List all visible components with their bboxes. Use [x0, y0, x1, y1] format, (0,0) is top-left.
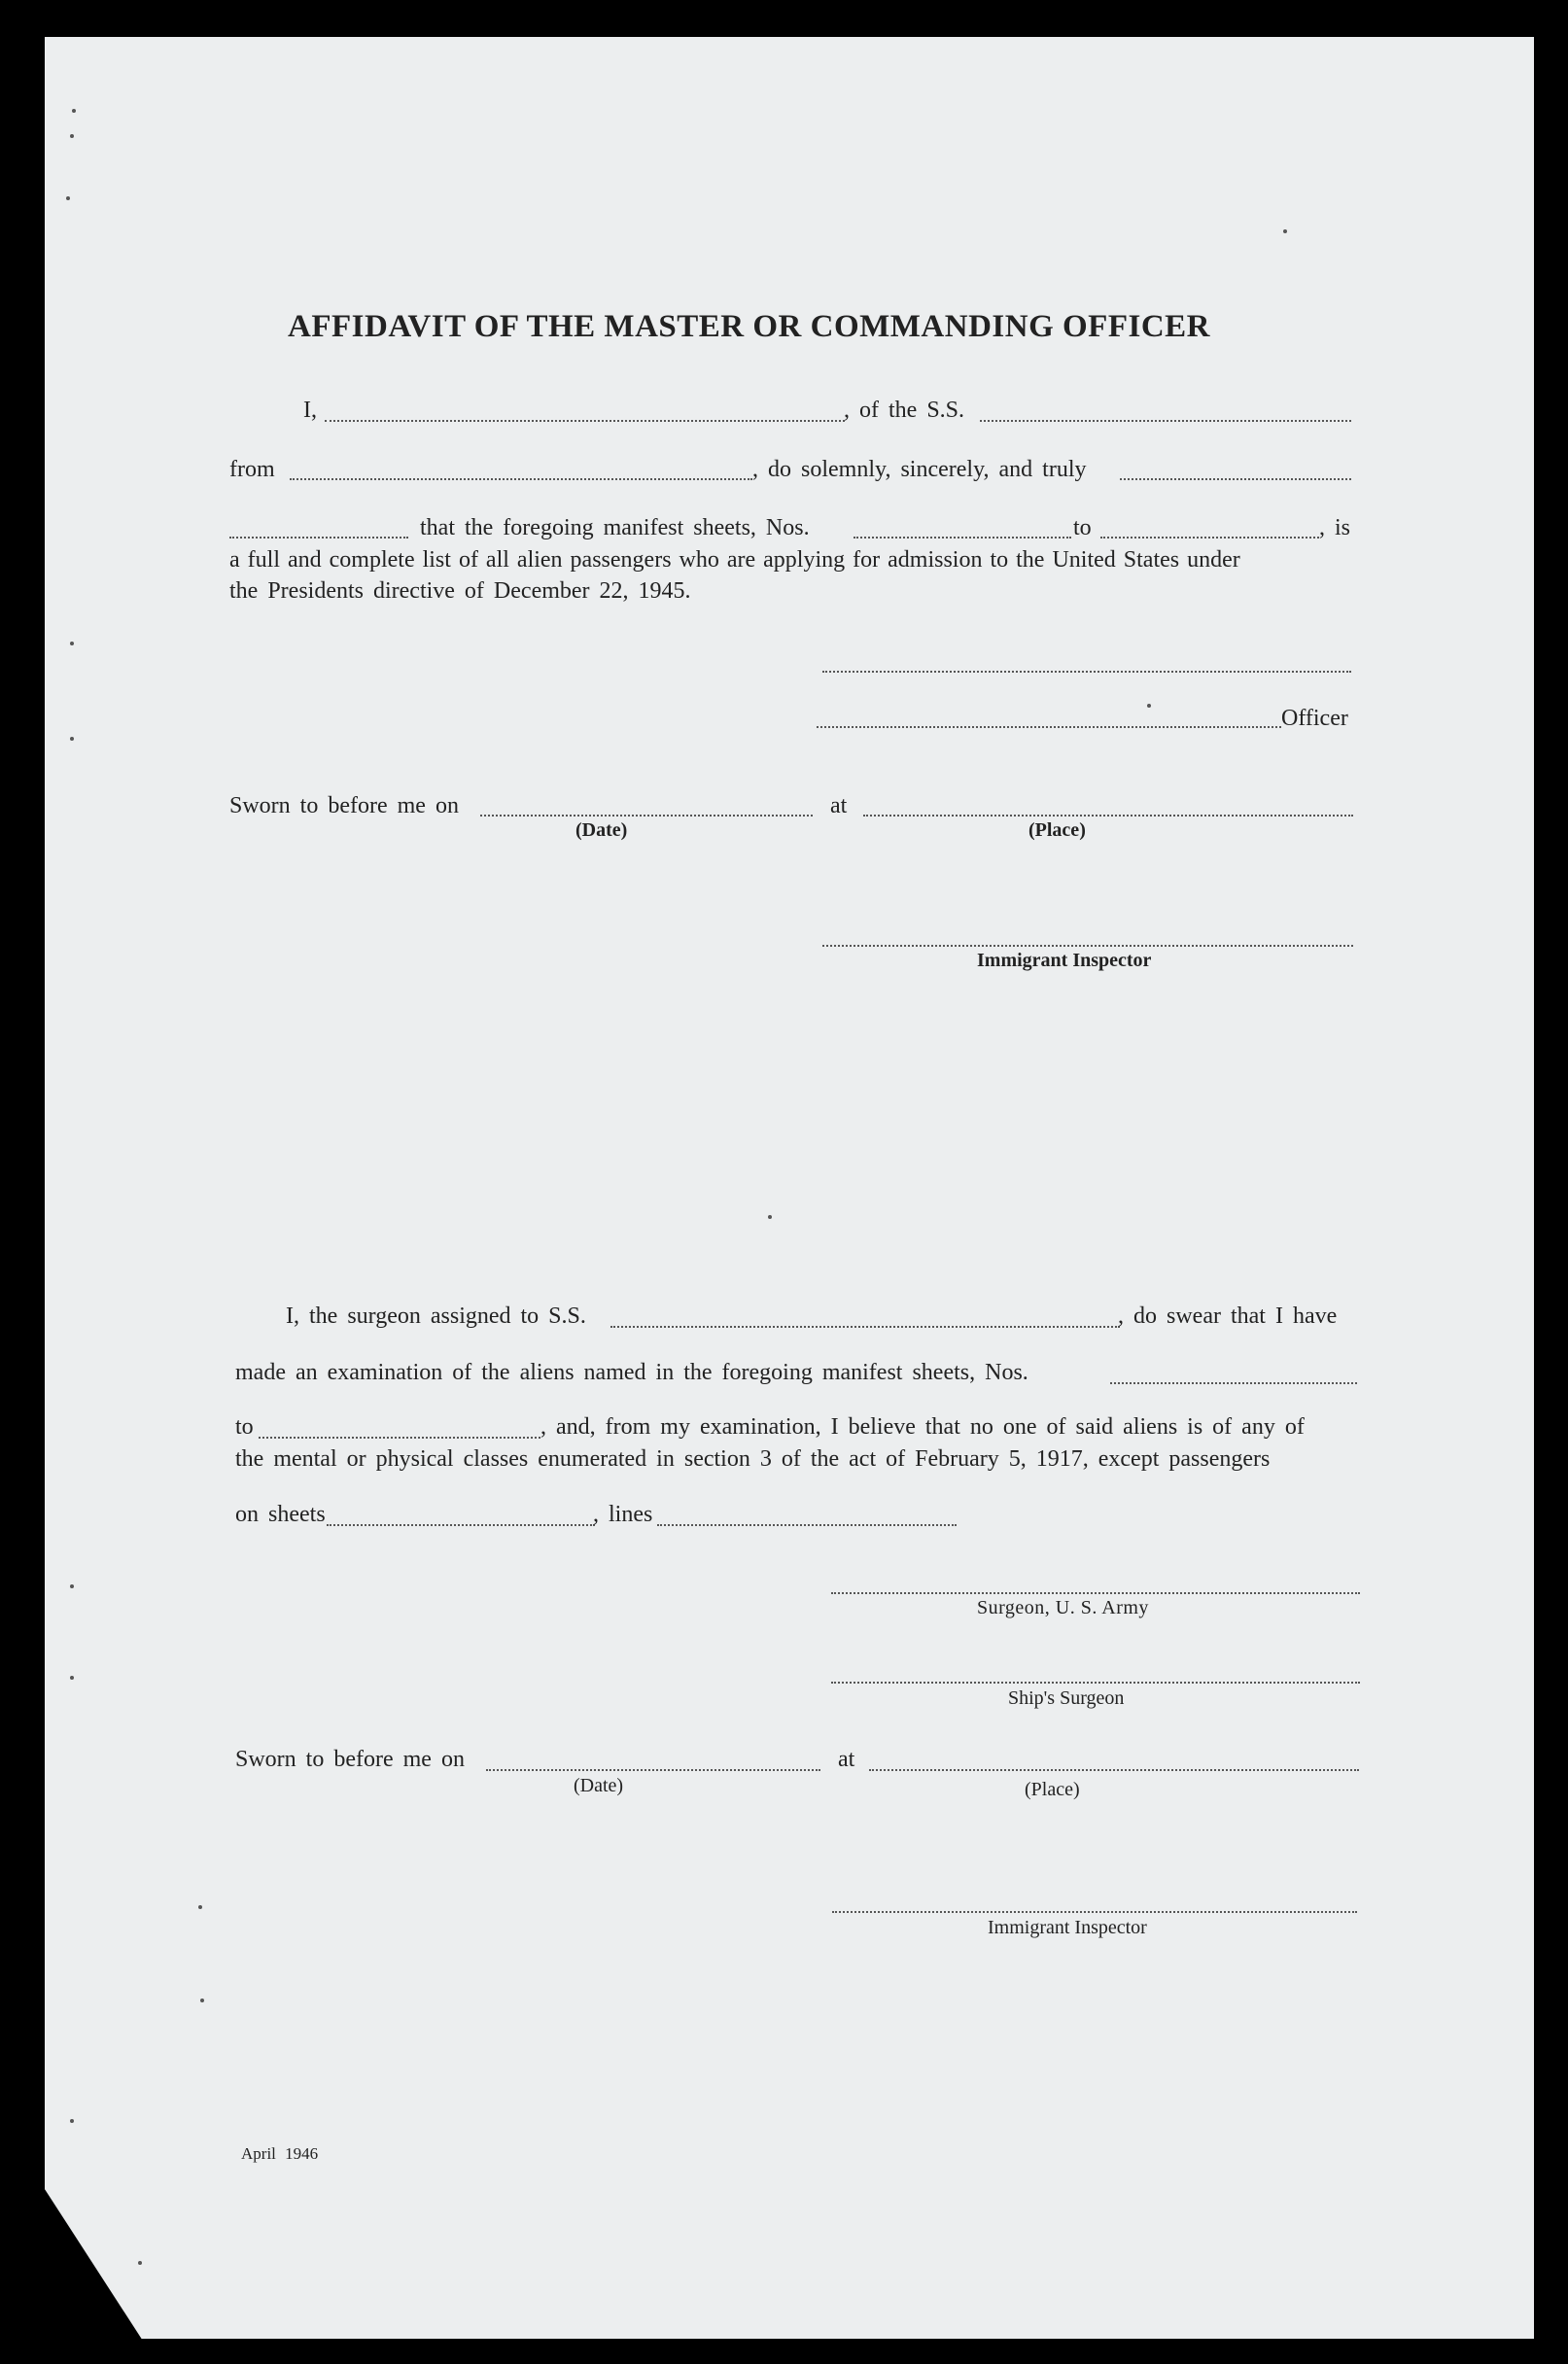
classes-statement: the mental or physical classes enumerated in section 3 of the act of February 5, 1917, except passengers — [235, 1446, 1271, 1472]
surgeon-swear-text: , do swear that I have — [1118, 1304, 1338, 1329]
surgeon-ship-field[interactable] — [610, 1326, 1120, 1328]
scan-speck — [70, 134, 74, 138]
scan-speck — [198, 1905, 202, 1909]
date-caption-1: (Date) — [575, 819, 628, 841]
surgeon-statement-start: I, the surgeon assigned to S.S. — [286, 1304, 586, 1329]
sworn-date-field-2[interactable] — [486, 1769, 820, 1771]
form-date: April 1946 — [241, 2144, 319, 2163]
except-lines-field[interactable] — [657, 1524, 957, 1526]
except-sheets-field[interactable] — [327, 1524, 595, 1526]
ship-name-field[interactable] — [980, 420, 1351, 422]
ship-prefix: , of the S.S. — [844, 398, 965, 423]
date-caption-2: (Date) — [574, 1775, 624, 1796]
from-label: from — [229, 457, 275, 482]
at-label-1: at — [830, 793, 848, 818]
surgeon-sheet-to-field[interactable] — [259, 1437, 540, 1439]
scan-speck — [768, 1215, 772, 1219]
scan-speck — [72, 109, 76, 113]
sworn-label-1: Sworn to before me on — [229, 793, 459, 818]
from-port-field[interactable] — [290, 478, 752, 480]
scan-speck — [70, 642, 74, 645]
surgeon-sheet-from-field[interactable] — [1110, 1382, 1357, 1384]
scan-speck — [1147, 704, 1151, 708]
officer-label: Officer — [1281, 706, 1348, 731]
sworn-place-field-2[interactable] — [869, 1769, 1359, 1771]
oath-word-field[interactable] — [1120, 478, 1351, 480]
sheet-to-field[interactable] — [1100, 537, 1319, 539]
scan-speck — [70, 2119, 74, 2123]
scan-speck — [70, 1676, 74, 1680]
form-title: AFFIDAVIT OF THE MASTER OR COMMANDING OFFICER — [288, 309, 1210, 344]
solemnly-text: , do solemnly, sincerely, and truly — [752, 457, 1087, 482]
scan-speck — [1283, 229, 1287, 233]
examination-statement: made an examination of the aliens named in the foregoing manifest sheets, Nos. — [235, 1360, 1028, 1385]
army-surgeon-signature-line[interactable] — [831, 1592, 1360, 1594]
place-caption-1: (Place) — [1028, 819, 1086, 841]
name-prefix: I, — [303, 398, 317, 423]
inspector-signature-line-2[interactable] — [832, 1911, 1357, 1913]
scan-speck — [70, 1584, 74, 1588]
army-surgeon-caption: Surgeon, U. S. Army — [977, 1597, 1149, 1618]
master-name-field[interactable] — [325, 420, 845, 422]
on-sheets-label: on sheets — [235, 1502, 326, 1527]
scan-speck — [138, 2261, 142, 2265]
to-text: to — [1073, 515, 1092, 540]
at-label-2: at — [838, 1747, 855, 1772]
manifest-sheets-text: that the foregoing manifest sheets, Nos. — [420, 515, 810, 540]
scan-speck — [200, 1999, 204, 2002]
officer-title-line[interactable] — [817, 726, 1281, 728]
directive-statement: the Presidents directive of December 22, 1945. — [229, 578, 691, 604]
list-statement: a full and complete list of all alien passengers who are applying for admission to the United States under — [229, 547, 1240, 573]
inspector-caption-2: Immigrant Inspector — [988, 1917, 1147, 1938]
surgeon-to-label: to — [235, 1414, 254, 1440]
sworn-place-field-1[interactable] — [863, 815, 1353, 817]
no-alien-statement: , and, from my examination, I believe that no one of said aliens is of any of — [540, 1414, 1305, 1440]
sworn-date-field-1[interactable] — [480, 815, 813, 817]
place-caption-2: (Place) — [1025, 1779, 1080, 1800]
is-text: , is — [1319, 515, 1351, 540]
master-signature-line[interactable] — [822, 671, 1351, 673]
sworn-label-2: Sworn to before me on — [235, 1747, 465, 1772]
scan-speck — [70, 737, 74, 741]
oath-word-field-2[interactable] — [229, 537, 408, 539]
form-page — [45, 37, 1534, 2339]
scan-speck — [66, 196, 70, 200]
lines-label: , lines — [593, 1502, 653, 1527]
inspector-signature-line-1[interactable] — [822, 945, 1353, 947]
ship-surgeon-caption: Ship's Surgeon — [1008, 1687, 1125, 1709]
sheet-from-field[interactable] — [854, 537, 1071, 539]
ship-surgeon-signature-line[interactable] — [831, 1682, 1360, 1684]
inspector-caption-1: Immigrant Inspector — [977, 950, 1152, 971]
